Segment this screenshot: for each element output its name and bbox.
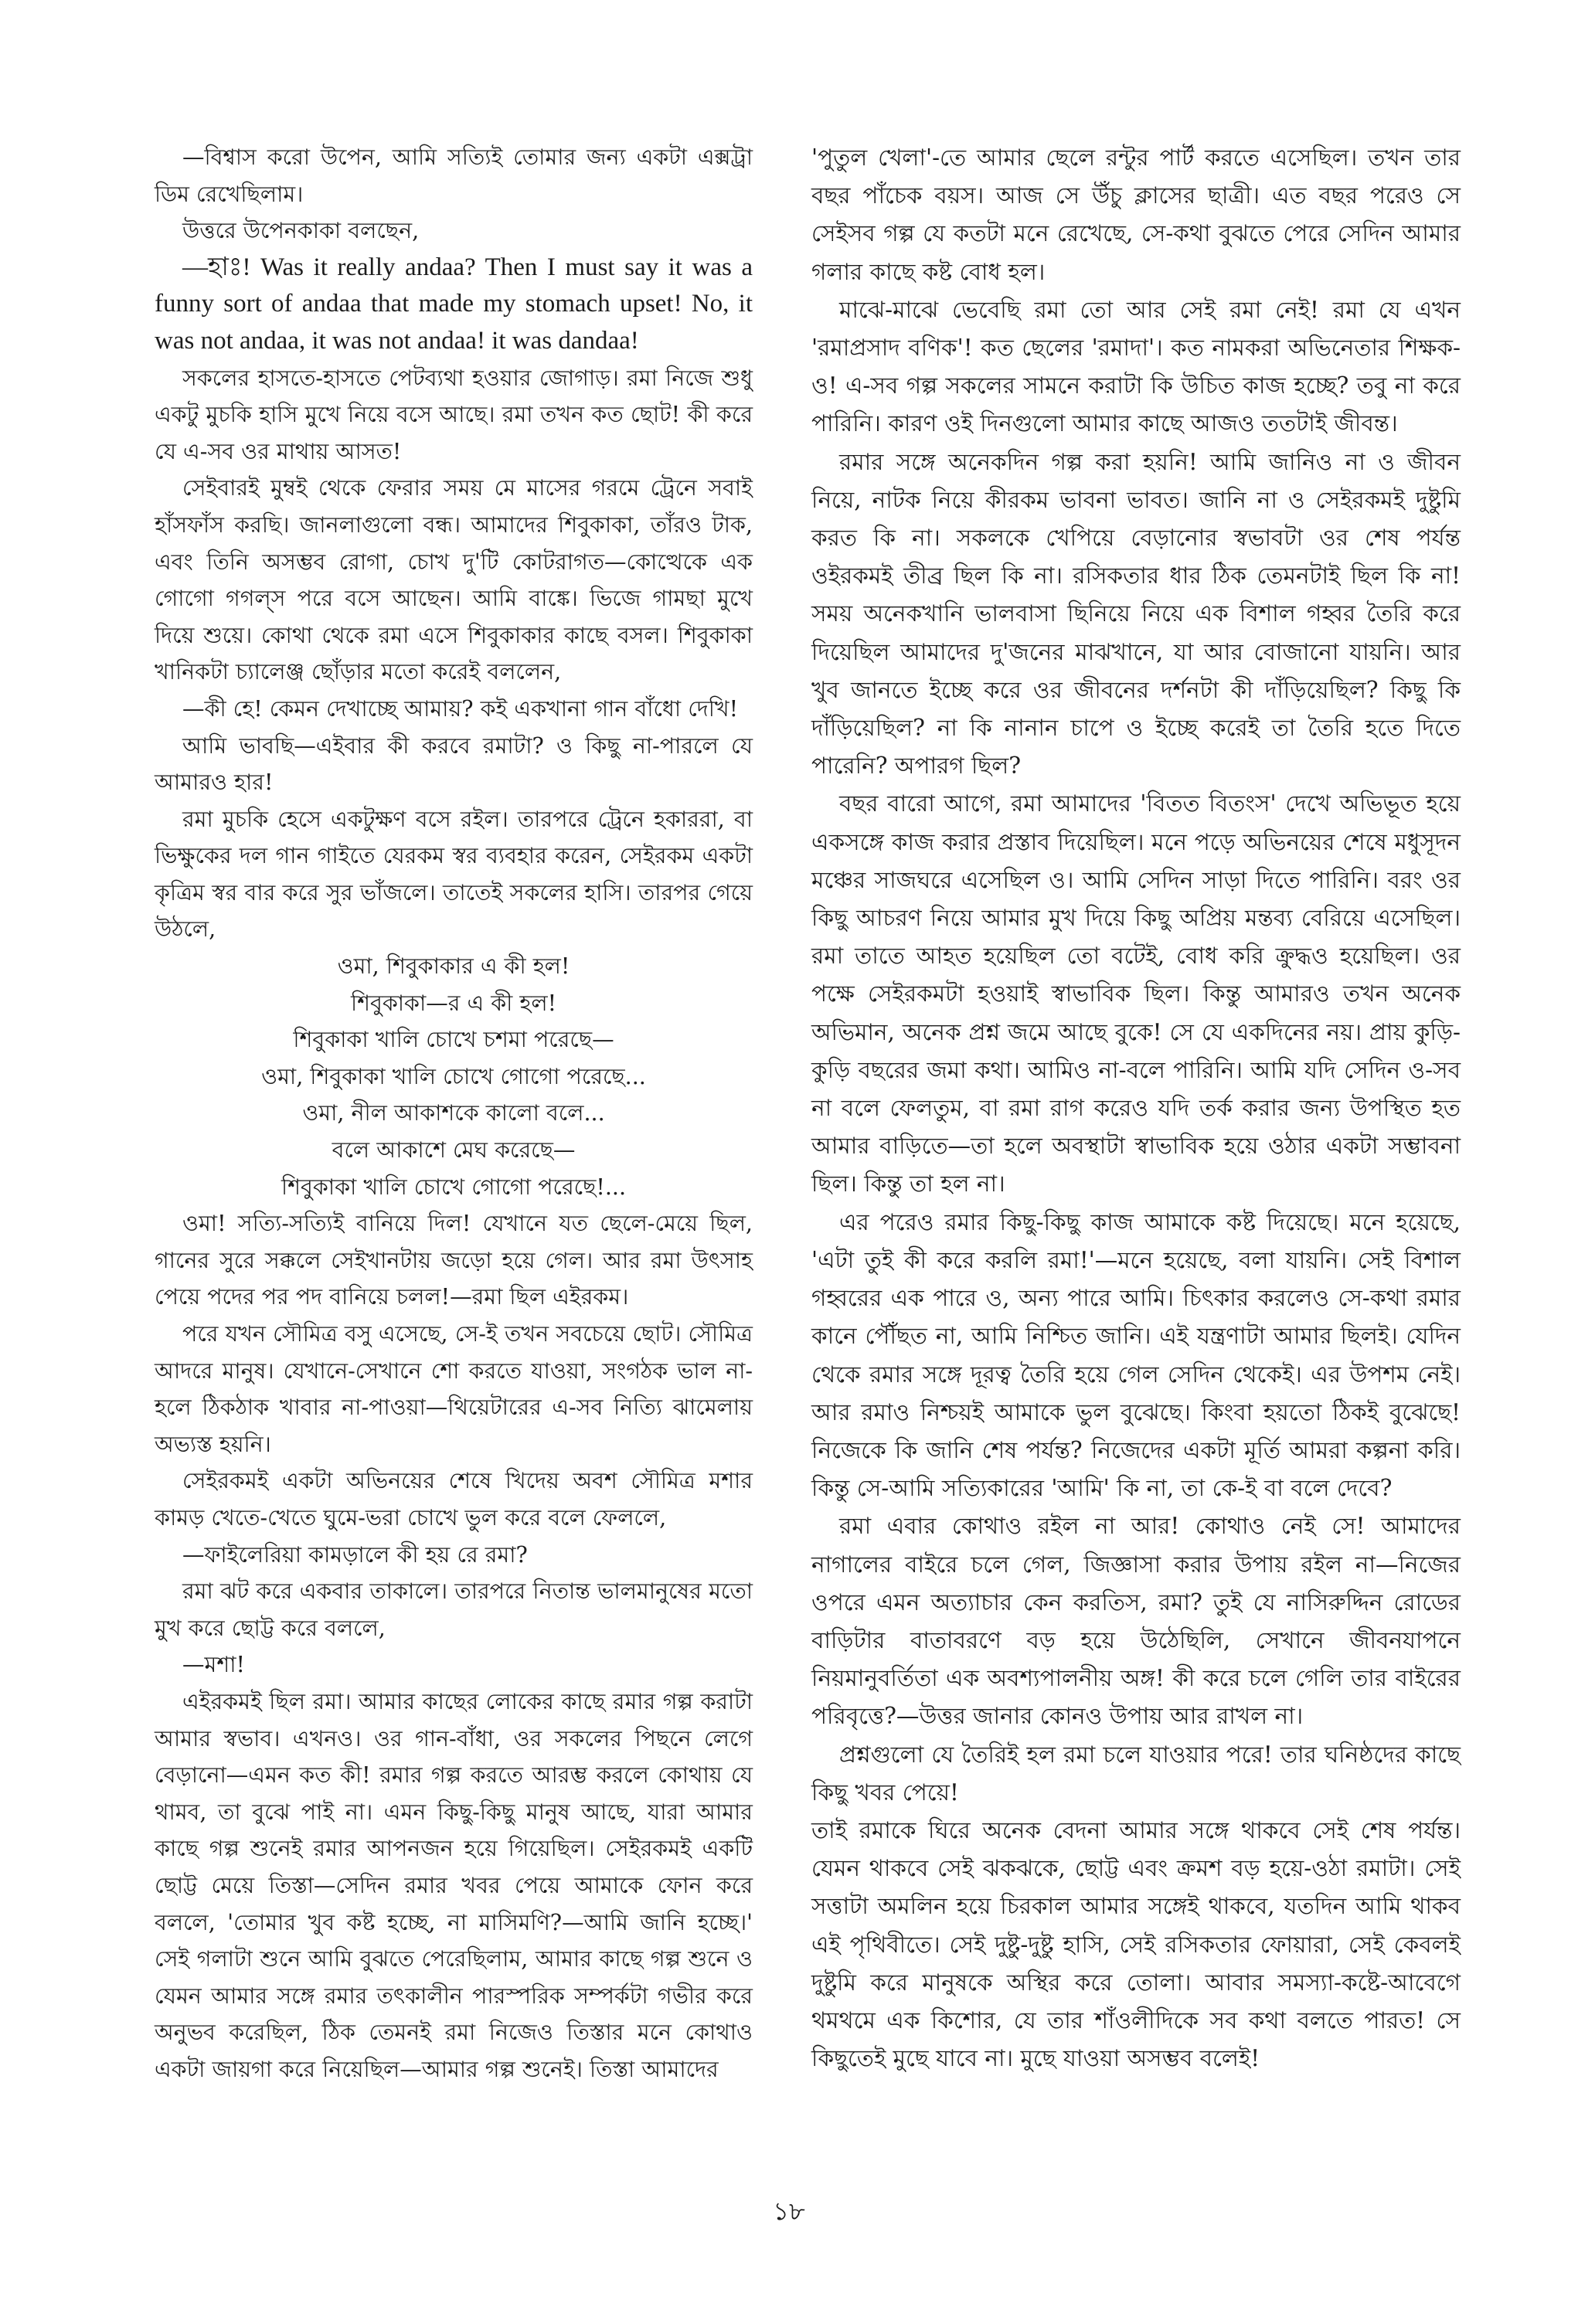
paragraph: রমা এবার কোথাও রইল না আর! কোথাও নেই সে! আমাদের নাগালের বাইরে চলে গেল, জিজ্ঞাসা করার উপায় রইল না—নিজের ওপরে এমন অত্যাচার কেন করতিস, রমা? তুই যে নাসিরুদ্দিন রোডের বাড়িটার বাতাবরণে বড় হয়ে উঠেছিলি, সেখানে জীবনযাপনে নিয়মানুবর্তিতা এক অবশ্যপালনীয় অঙ্গ! কী করে চলে গেলি তার বাইরের পরিবৃত্তে?—উত্তর জানার কোনও উপায় আর রাখল না। — [811, 1513, 1461, 1730]
verse-line: ওমা, শিবুকাকার এ কী হল! — [337, 953, 570, 980]
paragraph: সেইরকমই একটা অভিনয়ের শেষে খিদেয় অবশ সৌমিত্র মশার কামড় খেতে-খেতে ঘুমে-ভরা চোখে ভুল করে বলে ফেললে, — [155, 1468, 753, 1531]
paragraph: উত্তরে উপেনকাকা বলছেন, — [182, 218, 420, 244]
paragraph: 'পুতুল খেলা'-তে আমার ছেলে রন্টুর পার্ট করতে এসেছিল। তখন তার বছর পাঁচেক বয়স। আজ সে উঁচু ক্লাসের ছাত্রী। এত বছর পরেও সে সেইসব গল্প যে কতটা মনে রেখেছে, সে-কথা বুঝতে পেরে সেদিন আমার গলার কাছে কষ্ট বোধ হল। — [811, 144, 1461, 285]
paragraph: মাঝে-মাঝে ভেবেছি রমা তো আর সেই রমা নেই! রমা যে এখন 'রমাপ্রসাদ বণিক'! কত ছেলের 'রমাদা'। কত নামকরা অভিনেতার শিক্ষক-ও! এ-সব গল্প সকলের সামনে করাটা কি উচিত কাজ হচ্ছে? তবু না করে পারিনি। কারণ ওই দিনগুলো আমার কাছে আজও ততটাই জীবন্ত। — [811, 296, 1461, 437]
verse-line: শিবুকাকা খালি চোখে চশমা পরেছে— — [293, 1027, 614, 1053]
paragraph: এর পরেও রমার কিছু-কিছু কাজ আমাকে কষ্ট দিয়েছে। মনে হয়েছে, 'এটা তুই কী করে করলি রমা!'—মনে হয়েছে, বলা যায়নি। সেই বিশাল গহ্বরের এক পারে ও, অন্য পারে আমি। চিৎকার করলেও সে-কথা রমার কানে পৌঁছত না, আমি নিশ্চিত জানি। এই যন্ত্রণাটা আমার ছিলই। যেদিন থেকে রমার সঙ্গে দূরত্ব তৈরি হয়ে গেল সেদিন থেকেই। এর উপশম নেই। আর রমাও নিশ্চয়ই আমাকে ভুল বুঝেছে। কিংবা হয়তো ঠিকই বুঝেছে! নিজেকে কি জানি শেষ পর্যন্ত? নিজেদের একটা মূর্তি আমরা কল্পনা করি। কিন্তু সে-আমি সত্যিকারের 'আমি' কি না, তা কে-ই বা বলে দেবে? — [811, 1208, 1461, 1502]
paragraph: রমার সঙ্গে অনেকদিন গল্প করা হয়নি! আমি জানিও না ও জীবন নিয়ে, নাটক নিয়ে কীরকম ভাবনা ভাবত। জানি না ও সেইরকমই দুষ্টুমি করত কি না। সকলকে খেপিয়ে বেড়ানোর স্বভাবটা ওর শেষ পর্যন্ত ওইরকমই তীব্র ছিল কি না। রসিকতার ধার ঠিক তেমনটাই ছিল কি না! সময় অনেকখানি ভালবাসা ছিনিয়ে নিয়ে এক বিশাল গহ্বর তৈরি করে দিয়েছিল আমাদের দু'জনের মাঝখানে, যা আর বোজানো যায়নি। আর খুব জানতে ইচ্ছে করে ওর জীবনের দর্শনটা কী দাঁড়িয়েছিল? কিছু কি দাঁড়িয়েছিল? না কি নানান চাপে ও ইচ্ছে করেই তা তৈরি হতে দিতে পারেনি? অপারগ ছিল? — [811, 448, 1461, 780]
verse-line: শিবুকাকা খালি চোখে গোগো পরেছে!... — [281, 1174, 626, 1200]
verse-line: ওমা, নীল আকাশকে কালো বলে... — [302, 1100, 605, 1126]
left-column — [155, 139, 753, 2088]
paragraph: রমা ঝট করে একবার তাকালে। তারপরে নিতান্ত ভালমানুষের মতো মুখ করে ছোট্ট করে বললে, — [155, 1578, 753, 1641]
paragraph: —কী হে! কেমন দেখাচ্ছে আমায়? কই একখানা গান বাঁধো দেখি! — [182, 695, 739, 722]
english-dialogue: —হাঃ! Was it really andaa? Then I must say it was a funny sort of andaa that made my stomach upset! No, it was not andaa, it was not andaa! it was dandaa! — [155, 253, 753, 355]
paragraph: আমি ভাবছি—এইবার কী করবে রমাটা? ও কিছু না-পারলে যে আমারও হার! — [155, 732, 753, 796]
verse-line: ওমা, শিবুকাকা খালি চোখে গোগো পরেছে... — [261, 1063, 646, 1089]
page-number: ১৮ — [773, 2197, 805, 2226]
paragraph: পরে যখন সৌমিত্র বসু এসেছে, সে-ই তখন সবচেয়ে ছোট। সৌমিত্র আদরে মানুষ। যেখানে-সেখানে শো করতে যাওয়া, সংগঠক ভাল না-হলে ঠিকঠাক খাবার না-পাওয়া—থিয়েটারের এ-সব নিত্যি ঝামেলায় অভ্যস্ত হয়নি। — [155, 1321, 753, 1457]
paragraph: ওমা! সত্যি-সত্যিই বানিয়ে দিল! যেখানে যত ছেলে-মেয়ে ছিল, গানের সুরে সক্কলে সেইখানটায় জড়ো হয়ে গেল। আর রমা উৎসাহ পেয়ে পদের পর পদ বানিয়ে চলল!—রমা ছিল এইরকম। — [155, 1211, 753, 1310]
paragraph: সকলের হাসতে-হাসতে পেটব্যথা হওয়ার জোগাড়। রমা নিজে শুধু একটু মুচকি হাসি মুখে নিয়ে বসে আছে। রমা তখন কত ছোট! কী করে যে এ-সব ওর মাথায় আসত! — [155, 365, 753, 464]
paragraph: —বিশ্বাস করো উপেন, আমি সত্যিই তোমার জন্য একটা এক্সট্রা ডিম রেখেছিলাম। — [155, 144, 753, 207]
verse-line: বলে আকাশে মেঘ করেছে— — [332, 1137, 576, 1164]
paragraph: প্রশ্নগুলো যে তৈরিই হল রমা চলে যাওয়ার পরে! তার ঘনিষ্ঠদের কাছে কিছু খবর পেয়ে! — [811, 1741, 1461, 1806]
paragraph: রমা মুচকি হেসে একটুক্ষণ বসে রইল। তারপরে ট্রেনে হকাররা, বা ভিক্ষুকের দল গান গাইতে যেরকম স্বর ব্যবহার করেন, সেইরকম একটা কৃত্রিম স্বর বার করে সুর ভাঁজলে। তাতেই সকলের হাসি। তারপর গেয়ে উঠলে, — [155, 806, 753, 943]
paragraph: সেইবারই মুম্বই থেকে ফেরার সময় মে মাসের গরমে ট্রেনে সবাই হাঁসফাঁস করছি। জানলাগুলো বন্ধ। আমাদের শিবুকাকা, তাঁরও টাক, এবং তিনি অসম্ভব রোগা, চোখ দু'টি কোটরাগত—কোত্থেকে এক গোগো গগল্‌স পরে বসে আছেন। আমি বাঙ্কে। ভিজে গামছা মুখে দিয়ে শুয়ে। কোথা থেকে রমা এসে শিবুকাকার কাছে বসল। শিবুকাকা খানিকটা চ্যালেঞ্জ ছোঁড়ার মতো করেই বললেন, — [155, 475, 753, 685]
verse-line: শিবুকাকা—র এ কী হল! — [350, 990, 557, 1016]
paragraph: এইরকমই ছিল রমা। আমার কাছের লোকের কাছে রমার গল্প করাটা আমার স্বভাব। এখনও। ওর গান-বাঁধা, ওর সকলের পিছনে লেগে বেড়ানো—এমন কত কী! রমার গল্প করতে আরম্ভ করলে কোথায় যে থামব, তা বুঝে পাই না। এমন কিছু-কিছু মানুষ আছে, যারা আমার কাছে গল্প শুনেই রমার আপনজন হয়ে গিয়েছিল। সেইরকমই একটি ছোট্ট মেয়ে তিস্তা—সেদিন রমার খবর পেয়ে আমাকে ফোন করে বললে, 'তোমার খুব কষ্ট হচ্ছে, না মাসিমণি?—আমি জানি হচ্ছে।' সেই গলাটা শুনে আমি বুঝতে পেরেছিলাম, আমার কাছে গল্প শুনে ও যেমন আমার সঙ্গে রমার তৎকালীন পারস্পরিক সম্পর্কটা গভীর করে অনুভব করেছিল, ঠিক তেমনই রমা নিজেও তিস্তার মনে কোথাও একটা জায়গা করে নিয়েছিল—আমার গল্প শুনেই। তিস্তা আমাদের — [155, 1688, 753, 2082]
paragraph: বছর বারো আগে, রমা আমাদের 'বিতত বিতংস' দেখে অভিভূত হয়ে একসঙ্গে কাজ করার প্রস্তাব দিয়েছিল। মনে পড়ে অভিনয়ের শেষে মধুসূদন মঞ্চের সাজঘরে এসেছিল ও। আমি সেদিন সাড়া দিতে পারিনি। বরং ওর কিছু আচরণ নিয়ে আমার মুখ দিয়ে কিছু অপ্রিয় মন্তব্য বেরিয়ে এসেছিল। রমা তাতে আহত হয়েছিল তো বটেই, বোধ করি ক্রুদ্ধও হয়েছিল। ওর পক্ষে সেইরকমটা হওয়াই স্বাভাবিক ছিল। কিন্তু আমারও তখন অনেক অভিমান, অনেক প্রশ্ন জমে আছে বুকে! সে যে একদিনের নয়। প্রায় কুড়ি-কুড়ি বছরের জমা কথা। আমিও না-বলে পারিনি। আমি যদি সেদিন ও-সব না বলে ফেলতুম, বা রমা রাগ করেও যদি তর্ক করার জন্য উপস্থিত হত আমার বাড়িতে—তা হলে অবস্থাটা স্বাভাবিক হয়ে ওঠার একটা সম্ভাবনা ছিল। কিন্তু তা হল না। — [811, 790, 1461, 1198]
right-column — [811, 139, 1461, 2078]
paragraph: —ফাইলেরিয়া কামড়ালে কী হয় রে রমা? — [182, 1541, 528, 1568]
paragraph: —মশা! — [182, 1652, 245, 1678]
paragraph: তাই রমাকে ঘিরে অনেক বেদনা আমার সঙ্গে থাকবে সেই শেষ পর্যন্ত। যেমন থাকবে সেই ঝকঝকে, ছোট্ট এবং ক্রমশ বড় হয়ে-ওঠা রমাটা। সেই সত্তাটা অমলিন হয়ে চিরকাল আমার সঙ্গেই থাকবে, যতদিন আমি থাকব এই পৃথিবীতে। সেই দুষ্টু-দুষ্টু হাসি, সেই রসিকতার ফোয়ারা, সেই কেবলই দুষ্টুমি করে মানুষকে অস্থির করে তোলা। আবার সমস্যা-কষ্টে-আবেগে থমথমে এক কিশোর, যে তার শাঁওলীদিকে সব কথা বলতে পারত! সে কিছুতেই মুছে যাবে না। মুছে যাওয়া অসম্ভব বলেই! — [811, 1816, 1461, 2072]
